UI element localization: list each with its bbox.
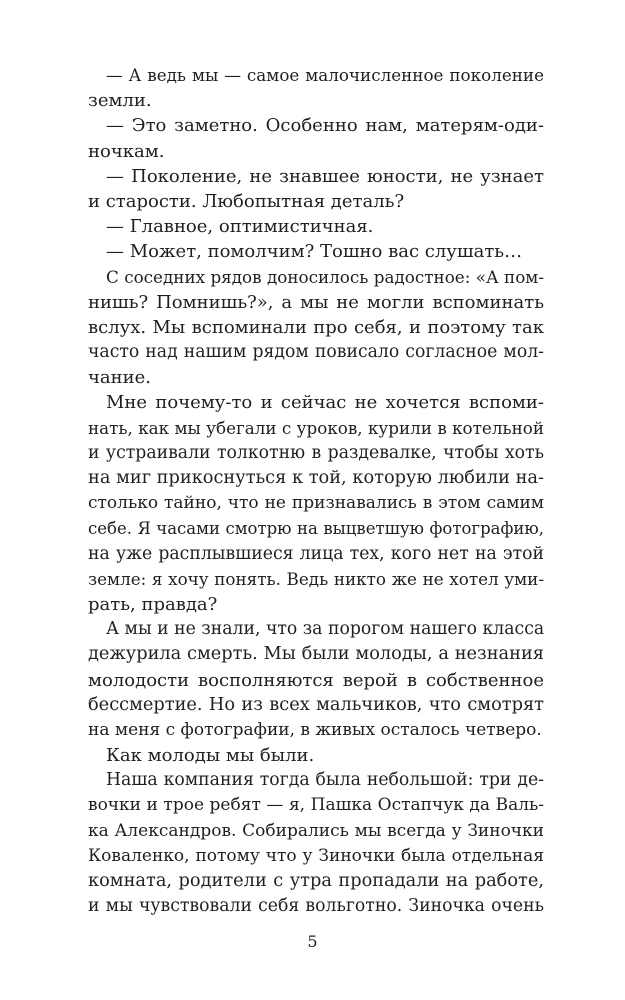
text-line: — А ведь мы — самое малочисленное поколение: [106, 65, 544, 85]
text-line: рать, правда?: [88, 593, 218, 615]
text-line: часто над нашим рядом повисало согласное мол-: [88, 342, 544, 363]
text-line: молодости восполняются верой в собственное: [88, 669, 544, 691]
text-line: вочки и трое ребят — я, Пашка Остапчук да Валь-: [88, 795, 544, 816]
text-line: комната, родители с утра пропадали на работе,: [88, 871, 544, 891]
text-line: Мне почему-то и сейчас не хочется вспоми-: [106, 392, 544, 414]
body-text: [88, 63, 544, 919]
text-line: и мы чувствовали себя вольготно. Зиночка очень: [88, 896, 544, 917]
text-line: на меня с фотографии, в живых осталось четверо.: [88, 719, 542, 740]
text-line: вслух. Мы вспоминали про себя, и поэтому так: [88, 316, 544, 338]
text-line: Как молоды мы были.: [106, 745, 315, 767]
text-line: — Может, помолчим? Тошно вас слушать…: [106, 241, 523, 263]
text-line: ночкам.: [88, 140, 165, 162]
text-line: и старости. Любопытная деталь?: [88, 190, 405, 212]
text-line: земле: я хочу понять. Ведь никто же не хотел уми-: [88, 568, 544, 589]
text-line: на миг прикоснуться к той, которую любили на-: [88, 468, 544, 488]
text-line: на уже расплывшиеся лица тех, кого нет на этой: [88, 543, 544, 564]
text-line: Наша компания тогда была небольшой: три де-: [106, 770, 544, 791]
text-line: чание.: [88, 367, 151, 389]
text-line: бессмертие. Но из всех мальчиков, что смотрят: [88, 694, 544, 715]
text-line: и устраивали толкотню в раздевалке, чтобы хоть: [88, 442, 544, 463]
text-line: — Главное, оптимистичная.: [106, 216, 374, 238]
text-line: земли.: [88, 90, 152, 112]
text-line: А мы и не знали, что за порогом нашего класса: [106, 619, 545, 640]
text-line: ка Александров. Собирались мы всегда у Зиночки: [88, 820, 544, 841]
text-line: себе. Я часами смотрю на выцветшую фотографию,: [88, 519, 544, 539]
text-line: — Поколение, не знавшее юности, не узнает: [106, 165, 544, 187]
text-line: нать, как мы убегали с уроков, курили в котельной: [88, 417, 544, 438]
text-line: С соседних рядов доносилось радостное: «А пом-: [106, 266, 544, 287]
text-line: — Это заметно. Особенно нам, матерям-оди-: [106, 115, 544, 137]
text-line: столько тайно, что не признавались в этом самим: [88, 493, 544, 514]
page-number: 5: [307, 932, 318, 951]
text-line: дежурила смерть. Мы были молоды, а незнания: [88, 644, 544, 665]
text-line: нишь? Помнишь?», а мы не могли вспоминать: [88, 291, 544, 313]
text-line: Коваленко, потому что у Зиночки была отдельная: [88, 845, 544, 866]
